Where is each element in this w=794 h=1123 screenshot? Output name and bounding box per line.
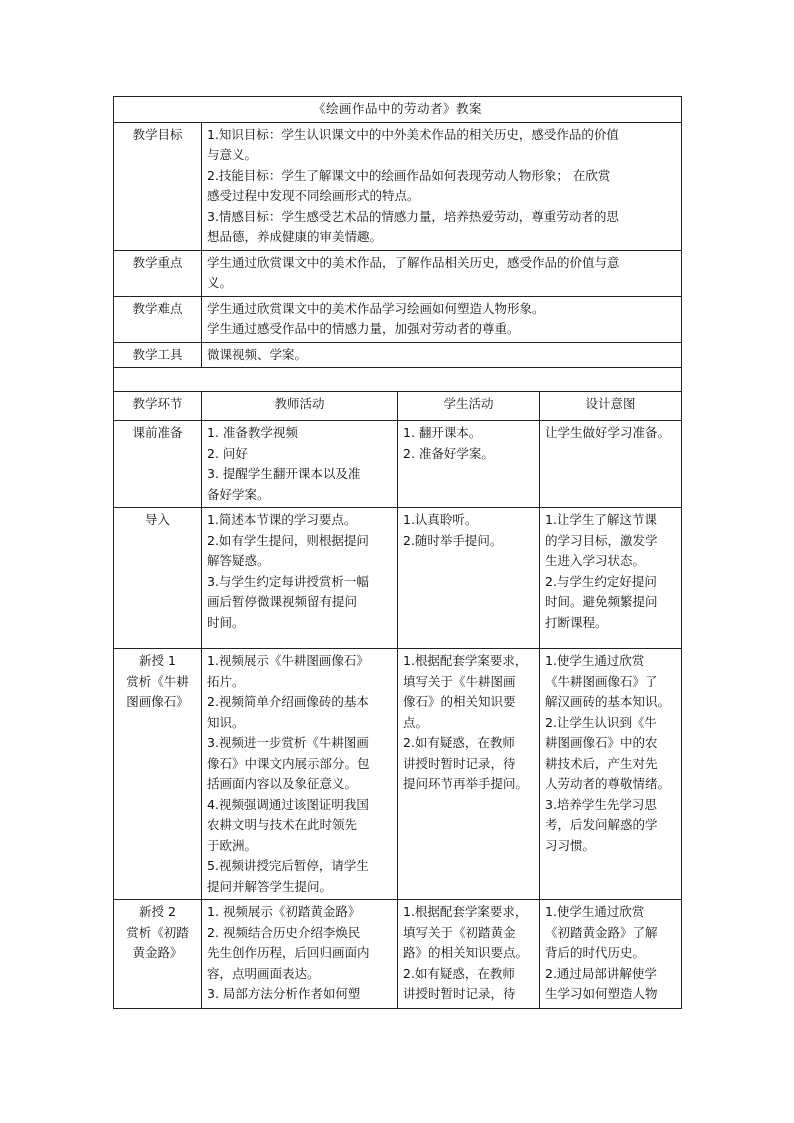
student-activity-cell-line: 2.如有疑惑，在教师 — [403, 735, 515, 750]
stage-cell-line: 新授 1 — [139, 653, 176, 668]
design-intent-cell-line: 2.与学生约定好提问 — [545, 573, 657, 589]
student-activity-cell-line: 路》的相关知识要点。 — [403, 945, 529, 960]
teacher-activity-cell — [202, 421, 398, 508]
design-intent-cell — [540, 900, 682, 1009]
design-intent-cell-line: 打断课程。 — [545, 614, 608, 630]
teacher-activity-cell-line: 3. 局部方法分析作者如何塑 — [207, 986, 361, 1001]
design-intent-cell — [540, 649, 682, 900]
stage-cell-line: 新授 2 — [139, 904, 176, 919]
design-intent-cell-line: 2.让学生认识到《牛 — [545, 714, 657, 730]
teacher-activity-cell-line: 4.视频强调通过该图证明我国 — [207, 796, 369, 812]
info-content-line: 学生通过欣赏课文中的美术作品学习绘画如何塑造人物形象。 — [207, 300, 545, 316]
column-header-line: 教学环节 — [132, 396, 183, 411]
stage-cell-line: 赏析《初踏 — [126, 924, 189, 940]
design-intent-cell-line: 时间。避免频繁提问 — [545, 594, 658, 609]
student-activity-cell — [398, 900, 540, 1009]
student-activity-cell-line: 提问环节再举手提问。 — [403, 776, 529, 791]
info-label — [114, 122, 202, 250]
stage-cell — [114, 421, 202, 508]
student-activity-cell-line: 像石》的相关知识要 — [403, 694, 516, 709]
teacher-activity-cell-line: 2. 问好 — [207, 445, 248, 461]
info-content-line: 2.技能目标：学生了解课文中的绘画作品如何表现劳动人物形象； 在欣赏 — [207, 167, 611, 183]
teacher-activity-cell-line: 解答疑惑。 — [207, 553, 270, 568]
lesson-plan-table — [113, 96, 682, 1009]
teacher-activity-cell-line: 于欧洲。 — [207, 837, 258, 853]
student-activity-cell-line: 2.随时举手提问。 — [403, 532, 503, 548]
teacher-activity-cell-line: 容，点明画面表达。 — [207, 965, 320, 981]
stage-cell-line: 赏析《牛耕 — [126, 673, 189, 689]
info-content-line: 1.知识目标：学生认识课文中的中外美术作品的相关历史，感受作品的价值 — [207, 126, 619, 142]
info-row — [114, 342, 682, 368]
design-intent-cell-line: 生进入学习状态。 — [545, 553, 646, 568]
student-activity-cell-line: 填写关于《初踏黄金 — [403, 924, 516, 940]
teacher-activity-cell-line: 2. 视频结合历史介绍李焕民 — [207, 924, 361, 940]
info-content-line: 义。 — [207, 275, 233, 290]
student-activity-cell-line: 1.认真聆听。 — [403, 512, 478, 527]
teacher-activity-cell-line: 3.与学生约定每讲授赏析一幅 — [207, 573, 369, 589]
student-activity-cell-line: 1.根据配套学案要求， — [403, 904, 528, 919]
info-content-line: 学生通过感受作品中的情感力量，加强对劳动者的尊重。 — [207, 321, 520, 336]
teacher-activity-cell-line: 备好学案。 — [207, 486, 270, 502]
column-header — [202, 392, 398, 421]
design-intent-cell-line: 考，后发问解惑的学 — [545, 817, 658, 832]
column-header-line: 设计意图 — [585, 396, 636, 411]
teacher-activity-cell-line: 2.如有学生提问，则根据提问 — [207, 532, 369, 548]
document-title: 《绘画作品中的劳动者》教案 — [114, 97, 682, 123]
student-activity-cell-line: 讲授时暂时记录，待 — [403, 986, 516, 1001]
student-activity-cell — [398, 508, 540, 649]
teacher-activity-cell-line: 像石》中课文内展示部分。包 — [207, 755, 370, 771]
stage-row — [114, 649, 682, 900]
teacher-activity-cell-line: 1.视频展示《牛耕图画像石》 — [207, 653, 369, 668]
column-header — [398, 392, 540, 421]
design-intent-cell-line: 1.使学生通过欣赏 — [545, 904, 645, 919]
teacher-activity-cell — [202, 508, 398, 649]
teacher-activity-cell — [202, 649, 398, 900]
stage-cell-line: 导入 — [144, 512, 170, 527]
info-label-line: 教学工具 — [132, 346, 183, 362]
info-row — [114, 250, 682, 296]
teacher-activity-cell-line: 农耕文明与技术在此时领先 — [207, 817, 358, 832]
column-header — [114, 392, 202, 421]
student-activity-cell-line: 1.根据配套学案要求， — [403, 653, 528, 668]
teacher-activity-cell-line: 提问并解答学生提问。 — [207, 878, 333, 894]
teacher-activity-cell-line: 画后暂停微课视频留有提问 — [207, 594, 358, 609]
info-content-line: 3.情感目标：学生感受艺术品的情感力量，培养热爱劳动，尊重劳动者的思 — [207, 208, 619, 224]
teacher-activity-cell-line: 时间。 — [207, 614, 245, 630]
student-activity-cell — [398, 649, 540, 900]
design-intent-cell-line: 习习惯。 — [545, 837, 596, 853]
info-label-line: 教学重点 — [132, 254, 183, 270]
teacher-activity-cell-line: 3.视频进一步赏析《牛耕图画 — [207, 735, 369, 750]
stage-cell — [114, 900, 202, 1009]
info-label — [114, 296, 202, 342]
info-content-line: 学生通过欣赏课文中的美术作品，了解作品相关历史，感受作品的价值与意 — [207, 254, 620, 270]
design-intent-cell-line: 耕图画像石》中的农 — [545, 735, 658, 750]
stage-row — [114, 421, 682, 508]
info-label — [114, 342, 202, 368]
stage-cell-line: 图画像石》 — [126, 694, 189, 709]
header-row — [114, 392, 682, 421]
column-header-line: 教师活动 — [274, 396, 325, 411]
design-intent-cell-line: 生学习如何塑造人物 — [545, 986, 658, 1001]
design-intent-cell — [540, 508, 682, 649]
design-intent-cell-line: 人劳动者的尊敬情绪。 — [545, 776, 671, 791]
stage-cell — [114, 508, 202, 649]
info-content — [202, 342, 682, 368]
teacher-activity-cell-line: 5.视频讲授完后暂停，请学生 — [207, 858, 369, 873]
teacher-activity-cell-line: 1.简述本节课的学习要点。 — [207, 512, 357, 527]
student-activity-cell-line: 讲授时暂时记录，待 — [403, 755, 516, 771]
info-content — [202, 250, 682, 296]
student-activity-cell — [398, 421, 540, 508]
stage-cell — [114, 649, 202, 900]
design-intent-cell-line: 的学习目标，激发学 — [545, 532, 658, 548]
design-intent-cell-line: 耕技术后，产生对先 — [545, 755, 658, 771]
teacher-activity-cell-line: 1. 视频展示《初踏黄金路》 — [207, 904, 361, 919]
stage-cell-line: 黄金路》 — [132, 945, 183, 960]
teacher-activity-cell-line: 2.视频简单介绍画像砖的基本 — [207, 694, 369, 709]
teacher-activity-cell-line: 括画面内容以及象征意义。 — [207, 776, 358, 791]
info-content-line: 微课视频、学案。 — [207, 346, 308, 362]
student-activity-cell-line: 2.如有疑惑，在教师 — [403, 965, 515, 981]
design-intent-cell-line: 1.让学生了解这节课 — [545, 512, 657, 527]
student-activity-cell-line: 填写关于《牛耕图画 — [403, 673, 516, 689]
info-row — [114, 122, 682, 250]
info-content-line: 想品德，养成健康的审美情趣。 — [207, 229, 383, 244]
spacer-row — [114, 368, 682, 392]
teacher-activity-cell-line: 1. 准备教学视频 — [207, 425, 298, 440]
teacher-activity-cell-line: 先生创作历程，后回归画面内 — [207, 945, 370, 960]
design-intent-cell-line: 3.培养学生先学习思 — [545, 796, 657, 812]
stage-row — [114, 508, 682, 649]
info-content — [202, 296, 682, 342]
stage-cell-line: 课前准备 — [132, 425, 183, 440]
design-intent-cell-line: 解汉画砖的基本知识。 — [545, 694, 671, 709]
student-activity-cell-line: 1. 翻开课本。 — [403, 425, 482, 440]
student-activity-cell-line: 2. 准备好学案。 — [403, 445, 494, 461]
column-header-line: 学生活动 — [443, 396, 494, 411]
info-label-line: 教学目标 — [132, 126, 183, 142]
stage-row — [114, 900, 682, 1009]
info-content-line: 感受过程中发现不同绘画形式的特点。 — [207, 188, 420, 203]
info-label — [114, 250, 202, 296]
teacher-activity-cell-line: 3. 提醒学生翻开课本以及准 — [207, 466, 361, 481]
teacher-activity-cell-line: 拓片。 — [207, 673, 245, 689]
design-intent-cell — [540, 421, 682, 508]
spacer-cell — [114, 368, 682, 392]
design-intent-cell-line: 背后的时代历史。 — [545, 945, 646, 960]
info-content — [202, 122, 682, 250]
info-row — [114, 296, 682, 342]
teacher-activity-cell-line: 知识。 — [207, 714, 245, 730]
title-row — [114, 97, 682, 123]
design-intent-cell-line: 让学生做好学习准备。 — [545, 425, 671, 440]
design-intent-cell-line: 2.通过局部讲解使学 — [545, 965, 657, 981]
design-intent-cell-line: 《初踏黄金路》了解 — [545, 924, 658, 940]
design-intent-cell-line: 1.使学生通过欣赏 — [545, 653, 645, 668]
info-content-line: 与意义。 — [207, 147, 258, 162]
teacher-activity-cell — [202, 900, 398, 1009]
column-header — [540, 392, 682, 421]
design-intent-cell-line: 《牛耕图画像石》了 — [545, 673, 658, 689]
info-label-line: 教学难点 — [132, 300, 183, 316]
student-activity-cell-line: 点。 — [403, 714, 429, 730]
